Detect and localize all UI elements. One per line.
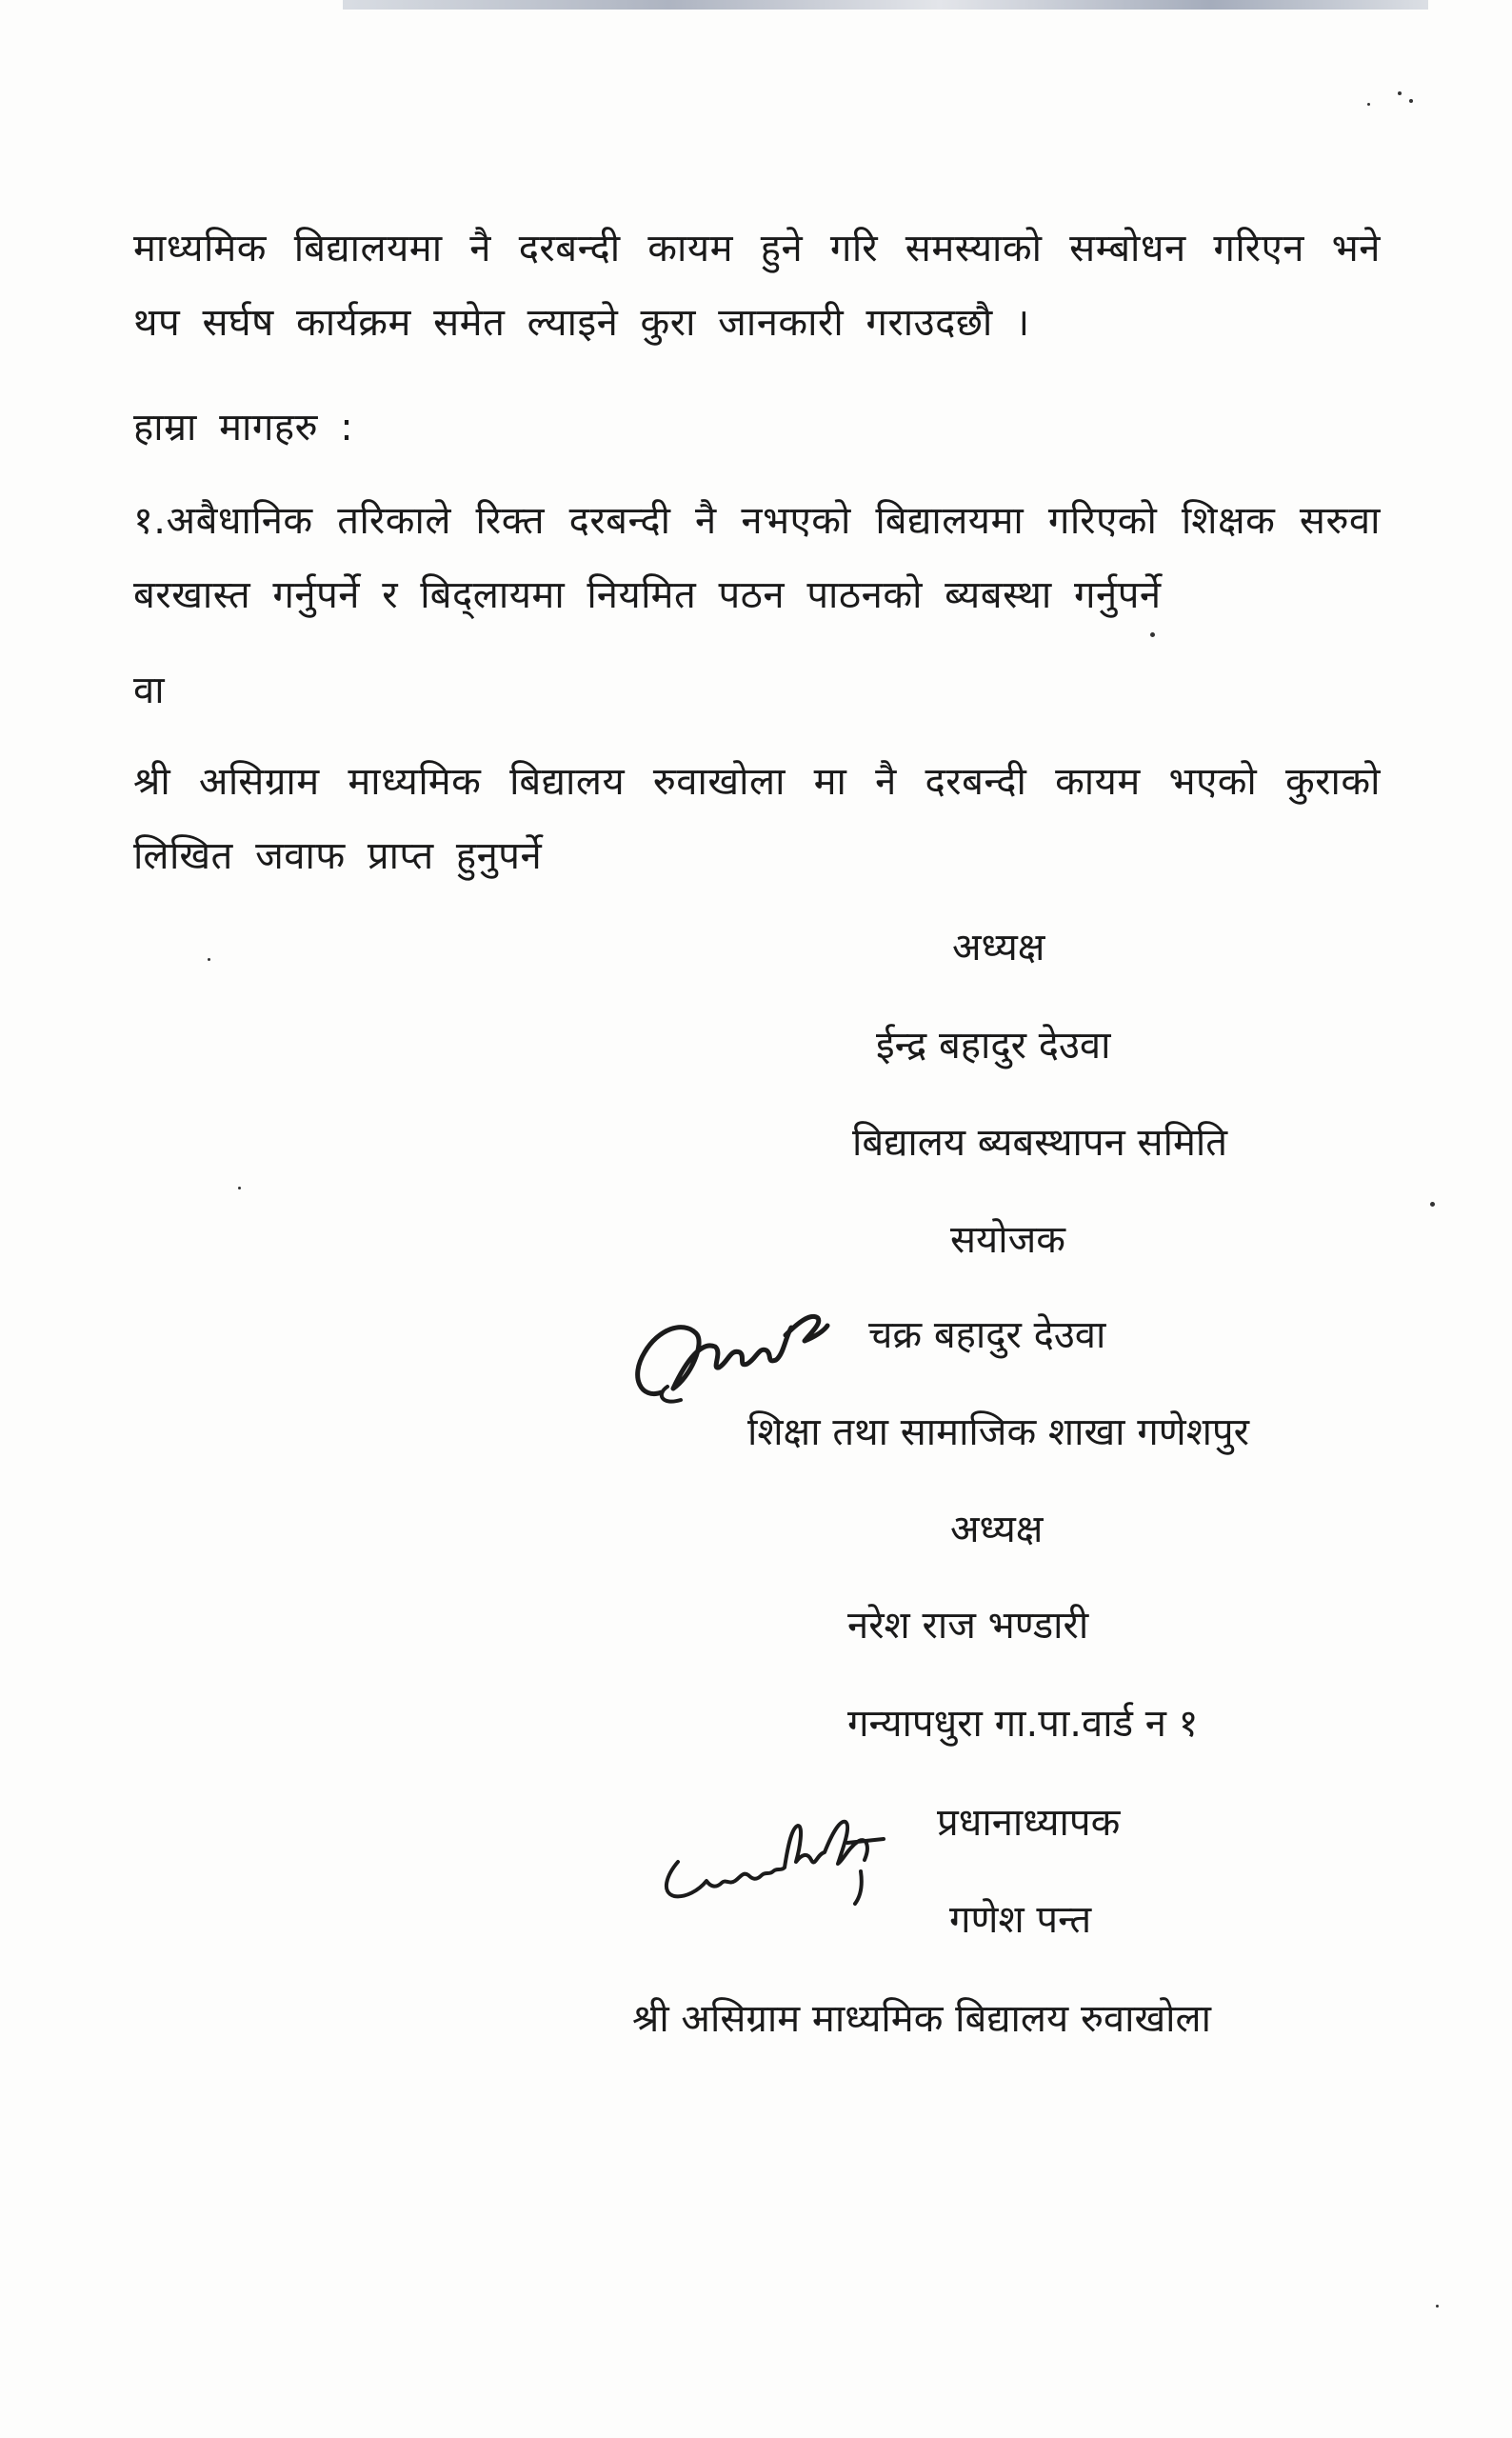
scan-speck bbox=[1409, 99, 1413, 103]
handwritten-signature-2 bbox=[657, 1805, 905, 1909]
signatory-2-name: चक्र बहादुर देउवा bbox=[868, 1313, 1106, 1357]
scan-speck bbox=[1150, 632, 1155, 637]
signatory-4-organization: श्री असिग्राम माध्यमिक बिद्यालय रुवाखोला bbox=[632, 1997, 1212, 2041]
signatory-4-name: गणेश पन्त bbox=[949, 1898, 1092, 1942]
scan-edge-strip bbox=[343, 0, 1428, 10]
signatory-3-name: नरेश राज भण्डारी bbox=[847, 1604, 1089, 1648]
signatory-1-name: ईन्द्र बहादुर देउवा bbox=[876, 1024, 1111, 1068]
or-separator: वा bbox=[133, 669, 166, 712]
scan-speck bbox=[208, 958, 210, 961]
demand-item-1: १.अबैधानिक तरिकाले रिक्त दरबन्दी नै नभएको बिद्यालयमा गरिएको शिक्षक सरुवा बरखास्त गर्नुपर्ने र बिद्लायमा नियमित पठन पाठनको ब्यबस्था गर्नुपर्ने bbox=[133, 499, 1381, 617]
scan-speck bbox=[1436, 2305, 1439, 2308]
demands-heading: हाम्रा मागहरु : bbox=[133, 406, 354, 450]
signatory-1-designation: अध्यक्ष bbox=[952, 926, 1045, 969]
signatory-2-organization: शिक्षा तथा सामाजिक शाखा गणेशपुर bbox=[747, 1410, 1249, 1454]
signatory-1-organization: बिद्यालय ब्यबस्थापन समिति bbox=[852, 1121, 1228, 1165]
letter-paragraph: माध्यमिक बिद्यालयमा नै दरबन्दी कायम हुने गरि समस्याको सम्बोधन गरिएन भने थप सर्घष कार्यक्रम समेत ल्याइने कुरा जानकारी गराउदछौ । bbox=[133, 227, 1381, 345]
demand-item-2: श्री असिग्राम माध्यमिक बिद्यालय रुवाखोला मा नै दरबन्दी कायम भएको कुराको लिखित जवाफ प्राप्त हुनुपर्ने bbox=[133, 760, 1381, 878]
signatory-3-designation: अध्यक्ष bbox=[950, 1508, 1044, 1551]
scan-speck bbox=[1430, 1202, 1435, 1207]
signatory-3-organization: गन्यापधुरा गा.पा.वार्ड न १ bbox=[847, 1702, 1199, 1746]
signatory-2-designation: सयोजक bbox=[950, 1218, 1065, 1262]
signatory-4-designation: प्रधानाध्यापक bbox=[937, 1801, 1121, 1845]
scan-speck bbox=[1367, 103, 1370, 106]
handwritten-signature-1 bbox=[624, 1286, 843, 1419]
scan-speck bbox=[1398, 91, 1402, 95]
scan-speck bbox=[238, 1187, 241, 1189]
